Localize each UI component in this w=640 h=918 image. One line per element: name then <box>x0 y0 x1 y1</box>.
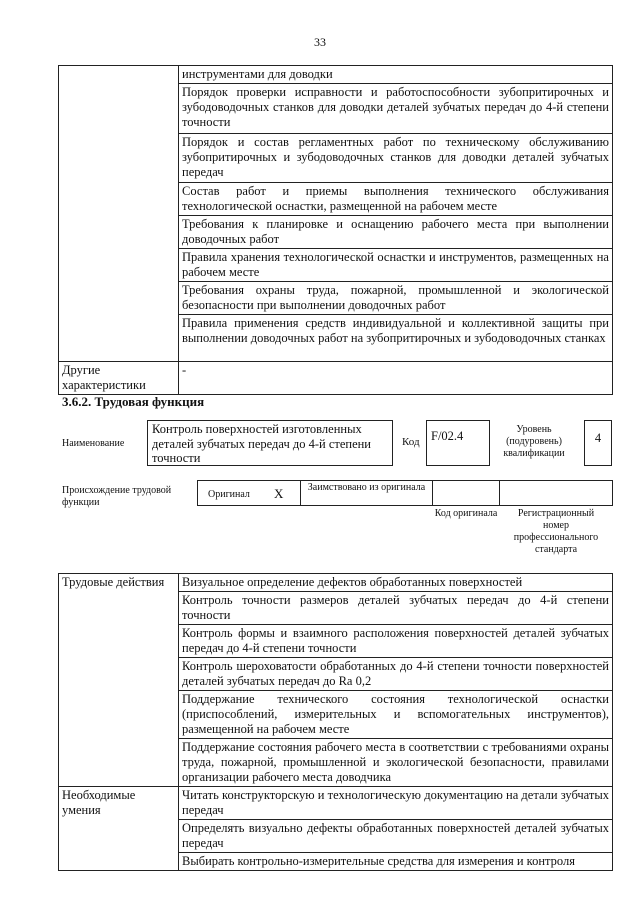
borrowed-label: Заимствовано из оригинала <box>307 482 426 493</box>
action-row: Поддержание состояния рабочего места в соответствии с требованиями охраны труда, пожарной, промышленной и экологической безопасности, правилами организации рабочего места доводчика <box>179 739 613 787</box>
knowledge-row: Правила применения средств индивидуальной и коллективной защиты при выполнении доводочных работ на зубопритирочных и зубодоводочных станках <box>179 315 613 362</box>
section-title: 3.6.2. Трудовая функция <box>62 394 205 409</box>
knowledge-row: Правила хранения технологической оснастки и инструментов, размещенных на рабочем месте <box>179 249 613 282</box>
code-original-caption: Код оригинала <box>434 508 498 519</box>
knowledge-row: Порядок и состав регламентных работ по техническому обслуживанию зубопритирочных и зубодоводочных станков для доводки деталей зубчатых передач <box>179 134 613 183</box>
knowledge-table <box>58 65 613 395</box>
name-label: Наименование <box>62 438 125 449</box>
page-number: 33 <box>314 35 326 49</box>
level-label: Уровень (подуровень) квалификации <box>503 424 565 459</box>
skill-row: Определять визуально дефекты обработанных поверхностей деталей зубчатых передач <box>179 820 613 853</box>
action-row: Контроль шероховатости обработанных до 4-й степени точности поверхностей деталей зубчатых передач до Ra 0,2 <box>179 658 613 691</box>
original-mark: X <box>274 486 284 501</box>
empty-label-cell <box>59 66 179 362</box>
reg-number-caption: Регистрационный номер профессионального стандарта <box>513 508 599 555</box>
level-value: 4 <box>594 431 602 445</box>
knowledge-row: Состав работ и приемы выполнения технического обслуживания технологической оснастки, размещенной на рабочем месте <box>179 183 613 216</box>
skills-label: Необходимые умения <box>59 787 179 871</box>
action-row: Контроль формы и взаимного расположения поверхностей деталей зубчатых передач до 4-й степени точности <box>179 625 613 658</box>
function-details-table <box>58 573 613 871</box>
origin-code-cell <box>432 480 500 506</box>
level-box <box>584 420 612 466</box>
function-name-box <box>147 420 393 466</box>
knowledge-row: Требования охраны труда, пожарной, промышленной и экологической безопасности при выполнении доводочных работ <box>179 282 613 315</box>
original-label: Оригинал <box>208 489 250 500</box>
code-label: Код <box>402 436 420 448</box>
actions-label: Трудовые действия <box>59 574 179 787</box>
other-characteristics-label: Другие характеристики <box>59 362 179 395</box>
function-name: Контроль поверхностей изготовленных деталей зубчатых передач до 4-й степени точности <box>152 422 372 465</box>
origin-original-cell <box>197 480 301 506</box>
function-code: F/02.4 <box>431 429 464 443</box>
origin-label: Происхождение трудовой функции <box>62 485 172 508</box>
action-row: Поддержание технического состояния технологической оснастки (приспособлений, измерительных и вспомогательных инструментов), размещенной на рабочем месте <box>179 691 613 739</box>
action-row: Контроль точности размеров деталей зубчатых передач до 4-й степени точности <box>179 592 613 625</box>
function-code-box <box>426 420 490 466</box>
skill-row: Читать конструкторскую и технологическую документацию на детали зубчатых передач <box>179 787 613 820</box>
other-characteristics-value: - <box>179 362 613 395</box>
action-row: Визуальное определение дефектов обработанных поверхностей <box>179 574 613 592</box>
origin-reg-cell <box>499 480 613 506</box>
knowledge-row: инструментами для доводки <box>179 66 613 84</box>
origin-borrowed-cell <box>300 480 433 506</box>
skill-row: Выбирать контрольно-измерительные средства для измерения и контроля <box>179 853 613 871</box>
knowledge-row: Порядок проверки исправности и работоспособности зубопритирочных и зубодоводочных станков для доводки деталей зубчатых передач до 4-й степени точности <box>179 84 613 134</box>
knowledge-row: Требования к планировке и оснащению рабочего места при выполнении доводочных работ <box>179 216 613 249</box>
